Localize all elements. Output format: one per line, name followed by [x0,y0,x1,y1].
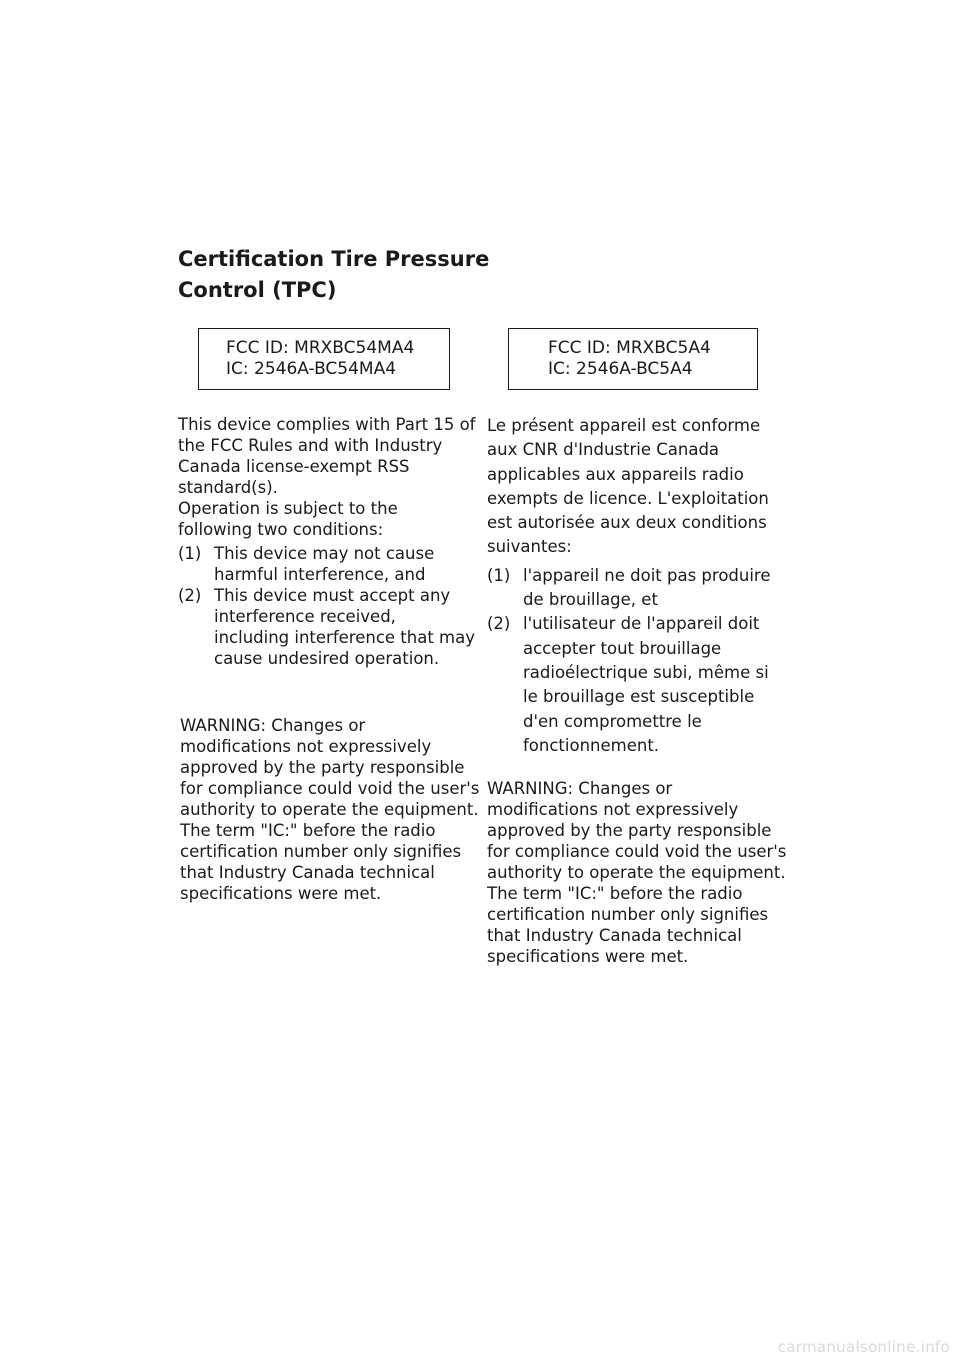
french-notice [487,414,787,758]
watermark: carmanualsonline.info [777,1338,950,1356]
ic-id-right: IC: 2546A-BC5A4 [548,359,693,379]
list-item [178,543,476,585]
list-item-text: This device must accept any interference received, including interference that may cause undesired operation. [214,586,475,668]
ic-id-left: IC: 2546A-BC54MA4 [226,359,397,379]
list-item-number: (2) [178,586,202,605]
english-notice [178,414,476,669]
fcc-id-box-right [508,328,758,390]
english-conditions-intro: Operation is subject to the following two conditions: [178,499,398,539]
french-compliance-paragraph: Le présent appareil est conforme aux CNR d'Industrie Canada applicables aux appareils radio exempts de licence. L'exploitation est autorisée aux deux conditions suivantes: [487,416,769,557]
list-item-text: l'appareil ne doit pas produire de brouillage, et [523,565,771,610]
page-title-line-2: Control (TPC) [178,278,337,302]
list-item-text: l'utilisateur de l'appareil doit accepter tout brouillage radioélectrique subi, même si le brouillage est susceptible d'en compromettre le fonctionnement. [523,614,769,755]
fcc-id-box-left [198,328,450,390]
list-item [487,564,787,613]
french-column-warning: WARNING: Changes or modifications not expressively approved by the party responsible for compliance could void the user's authority to operate the equipment. The term "IC:" before the radio certification number only signifies that Industry Canada technical specifications were met. [487,779,787,966]
list-item [178,585,476,669]
list-item-text: This device may not cause harmful interference, and [214,544,435,584]
page-title-line-1: Certification Tire Pressure [178,247,490,271]
page-title [178,244,498,306]
english-compliance-paragraph: This device complies with Part 15 of the FCC Rules and with Industry Canada license-exempt RSS standard(s). [178,415,476,497]
list-item [487,612,787,758]
list-item-number: (1) [178,544,202,563]
list-item-number: (1) [487,565,511,585]
english-warning: WARNING: Changes or modifications not expressively approved by the party responsible for compliance could void the user's authority to operate the equipment. The term "IC:" before the radio certification number only signifies that Industry Canada technical specifications were met. [180,716,480,903]
list-item-number: (2) [487,614,511,634]
fcc-id-right: FCC ID: MRXBC5A4 [548,338,711,358]
english-conditions-list [178,543,476,669]
french-conditions-list [487,564,787,758]
fcc-id-left: FCC ID: MRXBC54MA4 [226,338,415,358]
